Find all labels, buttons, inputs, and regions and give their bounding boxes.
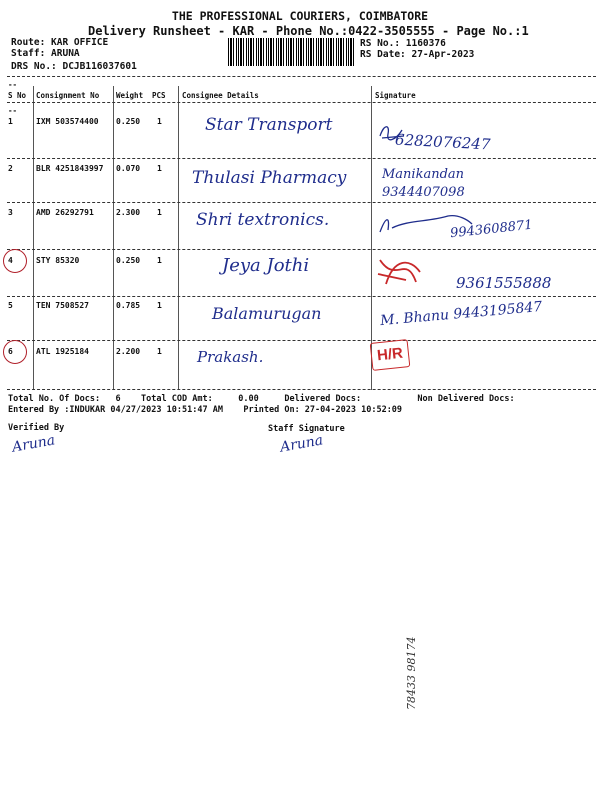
staff-signature-label: Staff Signature (268, 424, 345, 434)
row-divider (7, 158, 596, 159)
row-pcs: 1 (157, 347, 162, 356)
row-weight: 0.250 (116, 256, 141, 265)
row-signature: 6282076247 (394, 130, 491, 154)
header-weight: Weight (116, 91, 144, 100)
signature-scribble (378, 122, 408, 144)
row-consignee: Shri textronics. (196, 210, 330, 230)
circle-mark (3, 249, 27, 273)
row-divider (7, 340, 596, 341)
row-consignee: Prakash. (197, 348, 264, 366)
row-sno: 3 (8, 208, 13, 217)
row-consignment: IXM 503574400 (36, 117, 99, 126)
row-signature: 9943608871 (449, 217, 534, 242)
staff-signature: Aruna (278, 432, 325, 456)
row-weight: 0.785 (116, 301, 141, 310)
row-sno: 1 (8, 117, 13, 126)
row-consignment: STY 85320 (36, 256, 80, 265)
header-consignee: Consignee Details (182, 91, 259, 100)
row-weight: 0.070 (116, 164, 141, 173)
rs-number: RS No.: 1160376 (360, 38, 446, 49)
row-consignee: Star Transport (205, 115, 333, 135)
row-pcs: 1 (157, 208, 162, 217)
drs-number: DRS No.: DCJB116037601 (11, 61, 137, 72)
table-header-divider (7, 102, 596, 103)
row-consignment: TEN 7508527 (36, 301, 89, 310)
row-pcs: 1 (157, 256, 162, 265)
row-weight: 2.200 (116, 347, 141, 356)
rs-date: RS Date: 27-Apr-2023 (360, 49, 475, 60)
row-signature: M. Bhanu 9443195847 (379, 298, 543, 330)
col-divider (178, 86, 179, 390)
margin-handwritten-number: 78433 98174 (405, 636, 418, 710)
entered-by-line: Entered By :INDUKAR 04/27/2023 10:51:47 AM Printed On: 27-04-2023 10:52:09 (8, 405, 403, 415)
hr-stamp: H/R (370, 339, 411, 371)
route-label: Route: KAR OFFICE (11, 37, 109, 48)
totals-line: Total No. Of Docs: 6 Total COD Amt: 0.00 Delivered Docs: Non Delivered Docs: (8, 394, 515, 404)
row-consignment: AMD 26292791 (36, 208, 94, 217)
row-weight: 0.250 (116, 117, 141, 126)
company-title: THE PROFESSIONAL COURIERS, COIMBATORE (171, 9, 429, 23)
header-pcs: PCS (152, 91, 166, 100)
col-divider (33, 86, 34, 390)
row-divider (7, 296, 596, 297)
row-divider (7, 249, 596, 250)
row-sno: 5 (8, 301, 13, 310)
divider-marks: -- (8, 80, 18, 89)
header-consignment: Consignment No (36, 91, 100, 100)
row-consignment: ATL 1925184 (36, 347, 89, 356)
staff-label: Staff: ARUNA (11, 48, 80, 59)
seal-scribble (376, 254, 436, 288)
verified-by-label: Verified By (8, 423, 65, 433)
row-consignee: Thulasi Pharmacy (192, 168, 347, 188)
runsheet-subtitle: Delivery Runsheet - KAR - Phone No.:0422-3505555 - Page No.:1 (88, 24, 529, 38)
verified-signature: Aruna (10, 432, 57, 456)
header-divider (7, 76, 596, 77)
col-divider (113, 86, 114, 390)
row-consignment: BLR 4251843997 (36, 164, 104, 173)
row-weight: 2.300 (116, 208, 141, 217)
row-signature: Manikandan 9344407098 (382, 167, 465, 200)
circle-mark (3, 340, 27, 364)
divider-marks: -- (8, 106, 18, 115)
row-pcs: 1 (157, 117, 162, 126)
header-signature: Signature (375, 91, 416, 100)
row-consignee: Jeya Jothi (222, 255, 310, 276)
row-sno: 2 (8, 164, 13, 173)
table-bottom-divider (7, 389, 596, 390)
header-sno: S No (8, 91, 27, 100)
row-pcs: 1 (157, 301, 162, 310)
row-signature: 9361555888 (456, 274, 552, 292)
row-sno: 6 (8, 347, 13, 356)
barcode-image (228, 38, 354, 66)
row-sno: 4 (8, 256, 13, 265)
row-consignee: Balamurugan (212, 304, 322, 323)
row-pcs: 1 (157, 164, 162, 173)
row-divider (7, 202, 596, 203)
